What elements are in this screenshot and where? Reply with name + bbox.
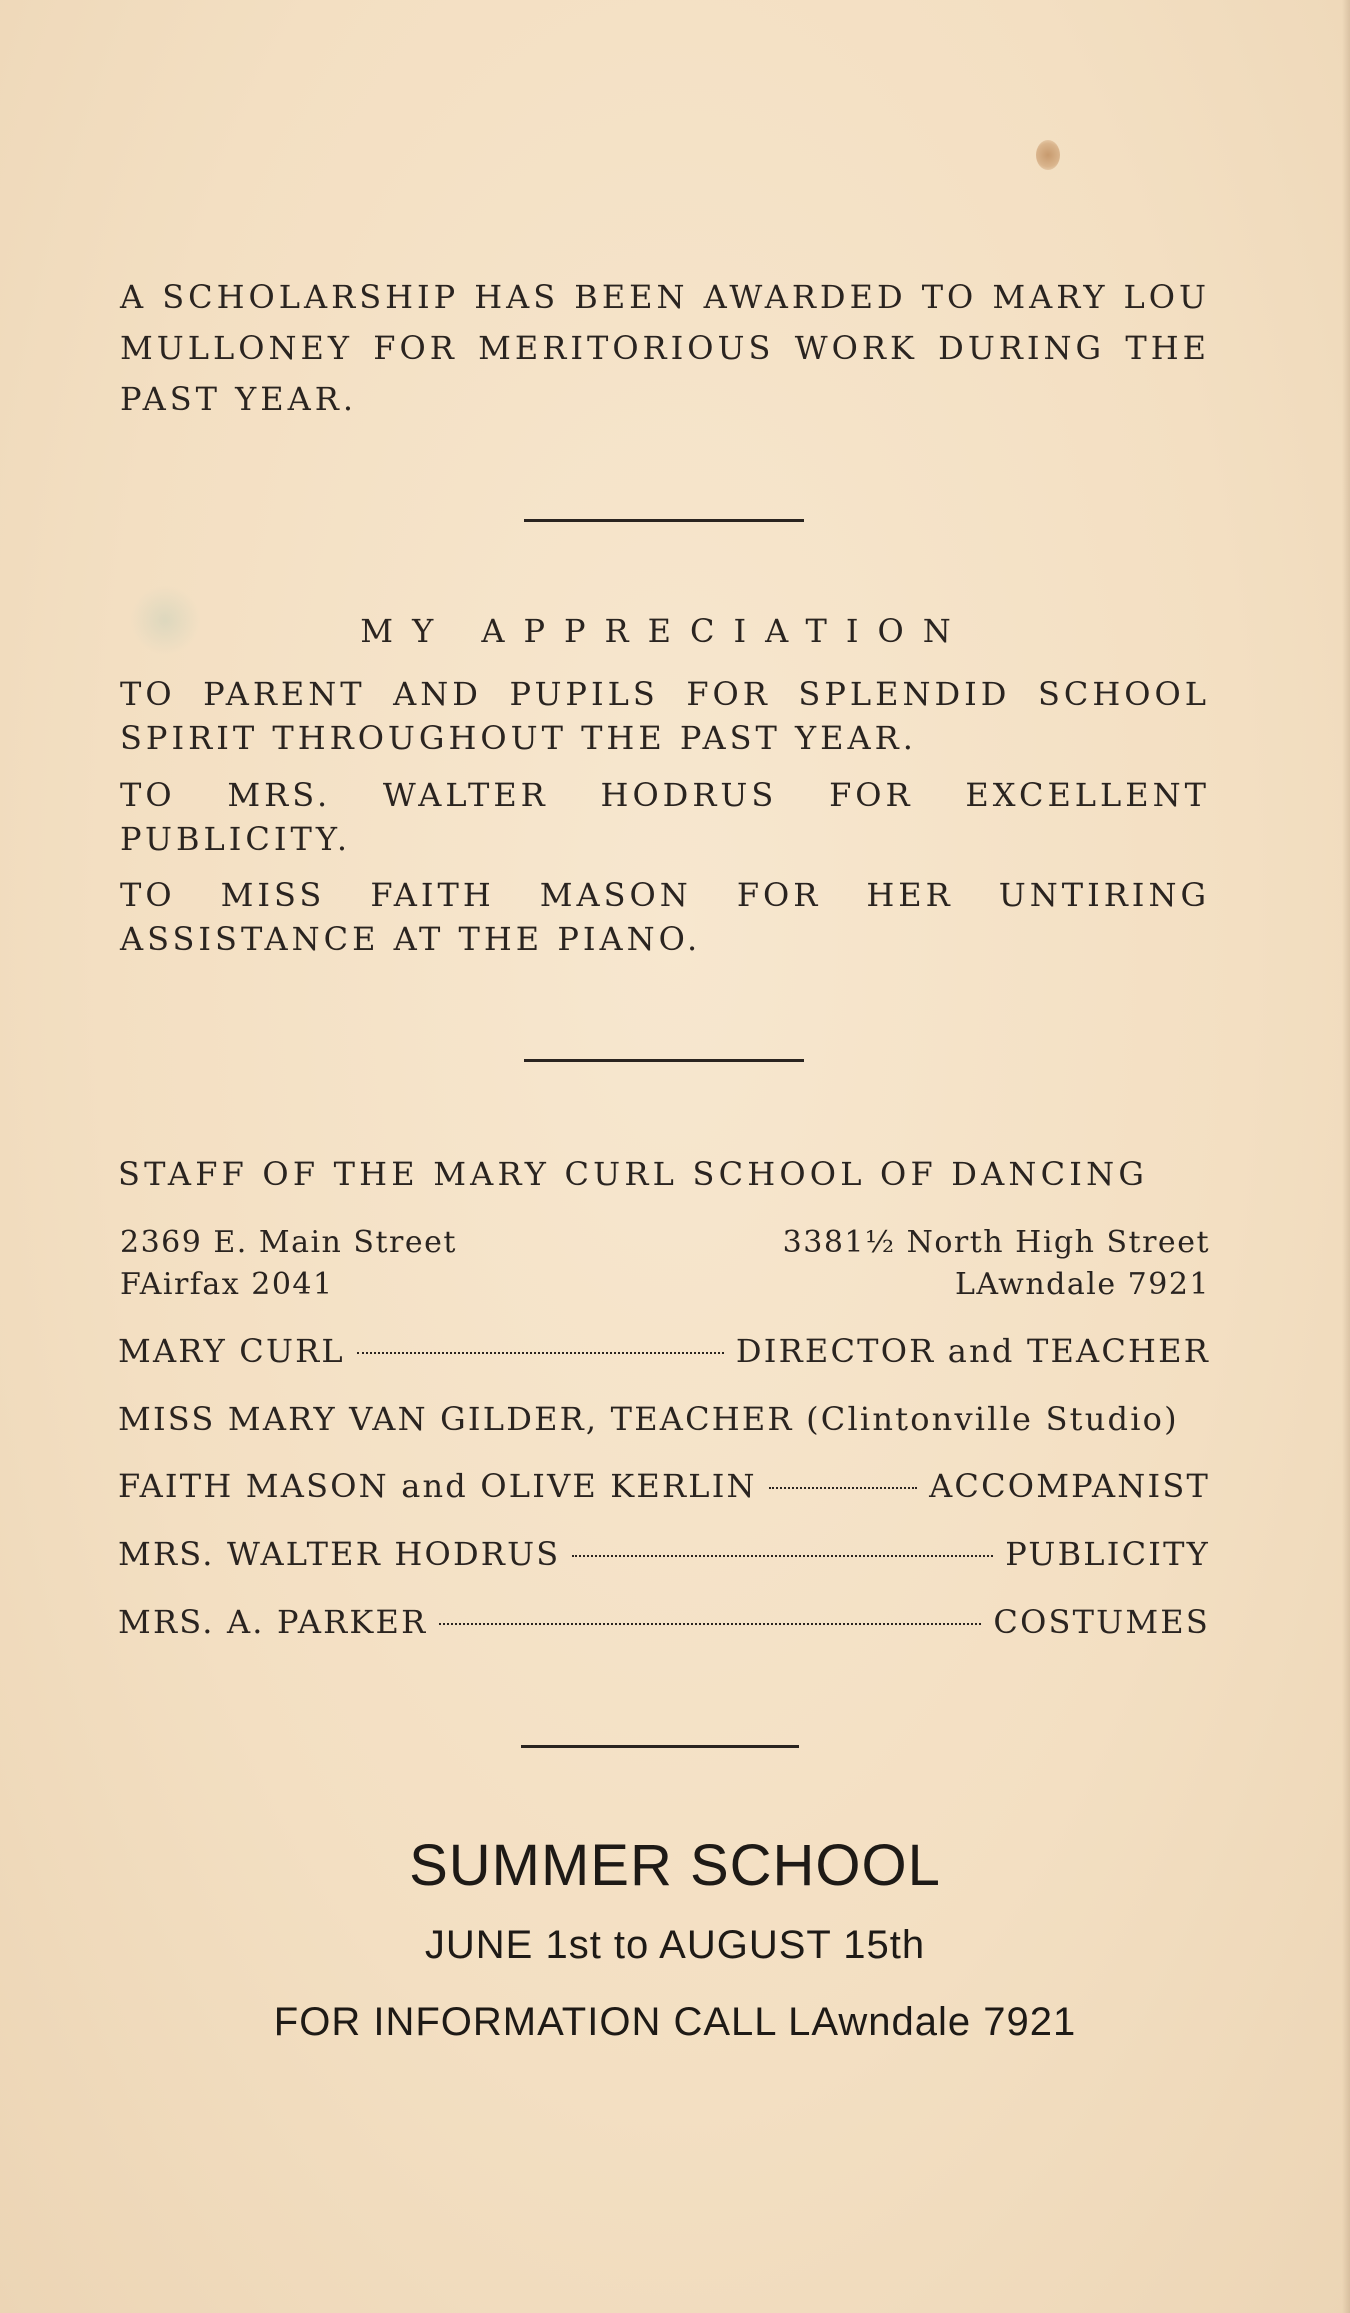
divider-3 <box>521 1745 799 1748</box>
address-main-street <box>120 1222 457 1306</box>
staff-title: STAFF OF THE MARY CURL SCHOOL OF DANCING <box>118 1155 1149 1193</box>
staff-role: ACCOMPANIST <box>929 1467 1210 1505</box>
leader-dots <box>357 1352 724 1354</box>
leader-dots <box>439 1623 981 1625</box>
divider-1 <box>524 519 804 522</box>
staff-row-accompanist <box>118 1467 1210 1505</box>
paper-stain <box>1036 140 1060 170</box>
staff-role: PUBLICITY <box>1005 1535 1210 1573</box>
staff-role: COSTUMES <box>993 1603 1210 1641</box>
scholarship-text: A SCHOLARSHIP HAS BEEN AWARDED TO MARY LOU MULLONEY FOR MERITORIOUS WORK DURING THE PAST YEAR. <box>120 278 1210 418</box>
appreciation-item-parents: TO PARENT AND PUPILS FOR SPLENDID SCHOOL SPIRIT THROUGHOUT THE PAST YEAR. <box>120 675 1210 757</box>
staff-name: FAITH MASON and OLIVE KERLIN <box>118 1467 757 1505</box>
appreciation-item-piano: TO MISS FAITH MASON FOR HER UNTIRING ASSISTANCE AT THE PIANO. <box>120 876 1210 958</box>
address-right-street: 3381½ North High Street <box>782 1225 1210 1260</box>
divider-2 <box>524 1059 804 1062</box>
staff-name: MRS. WALTER HODRUS <box>118 1535 561 1573</box>
leader-dots <box>572 1555 993 1557</box>
address-north-high <box>783 1222 1210 1306</box>
staff-name: MRS. A. PARKER <box>118 1603 428 1641</box>
appreciation-title: MY APPRECIATION <box>360 612 970 650</box>
address-right-phone: LAwndale 7921 <box>954 1267 1210 1302</box>
summer-school-title: SUMMER SCHOOL <box>409 1833 941 1898</box>
address-left-street: 2369 E. Main Street <box>120 1225 457 1260</box>
staff-row-director <box>118 1332 1210 1370</box>
summer-school-dates: JUNE 1st to AUGUST 15th <box>424 1923 926 1967</box>
address-left-phone: FAirfax 2041 <box>120 1267 334 1302</box>
staff-name: MISS MARY VAN GILDER, TEACHER (Clintonville Studio) <box>118 1400 1179 1438</box>
staff-row-publicity <box>118 1535 1210 1573</box>
staff-row-costumes <box>118 1603 1210 1641</box>
staff-name: MARY CURL <box>118 1332 345 1370</box>
staff-row-teacher <box>118 1400 1210 1438</box>
appreciation-item-publicity: TO MRS. WALTER HODRUS FOR EXCELLENT PUBLICITY. <box>120 776 1210 858</box>
summer-school-info: FOR INFORMATION CALL LAwndale 7921 <box>273 2000 1077 2044</box>
leader-dots <box>769 1487 917 1489</box>
staff-role: DIRECTOR and TEACHER <box>735 1332 1210 1370</box>
